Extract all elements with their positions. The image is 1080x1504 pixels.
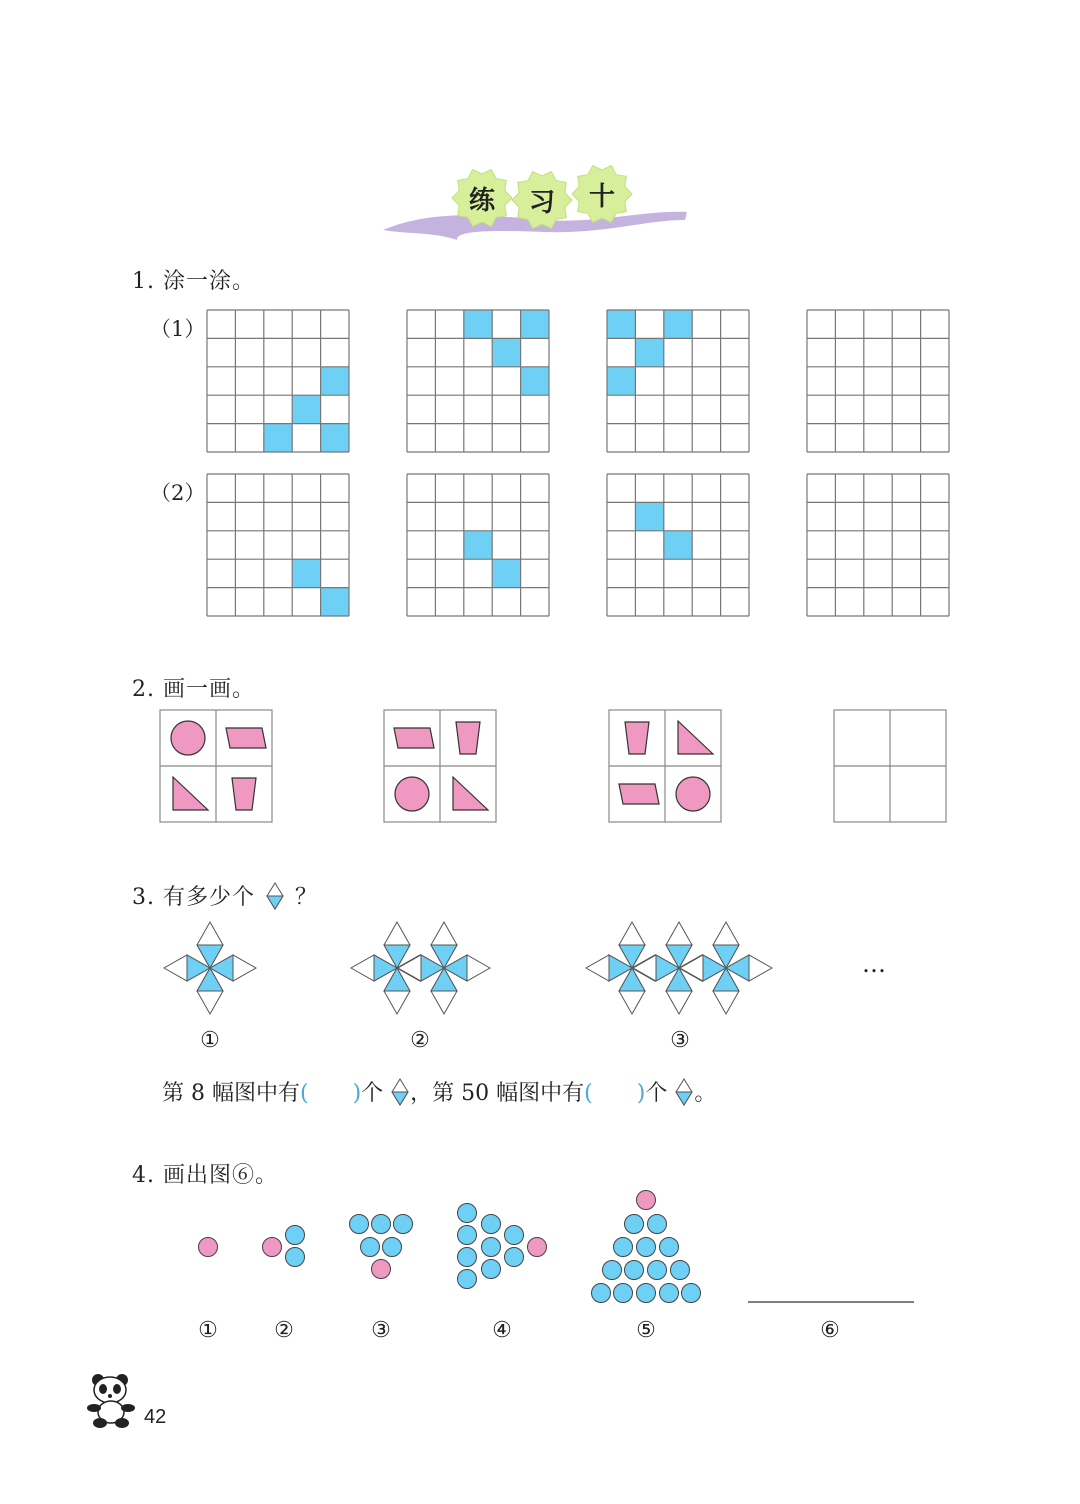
grid-r1-3 [607, 310, 749, 452]
q3-ellipsis: … [862, 950, 888, 978]
triangle-shape [173, 777, 208, 810]
grid-r2-2 [407, 474, 549, 616]
grid-r2-3 [607, 474, 749, 616]
panda-mascot-icon [86, 1372, 136, 1428]
filled-cell [607, 310, 635, 338]
blue-dot [383, 1238, 402, 1257]
banner-char-2: 习 [528, 188, 555, 218]
blue-dot [372, 1215, 391, 1234]
parallelogram-shape [619, 784, 659, 804]
q2-title: 2. 画一画。 [132, 677, 255, 702]
q4-label-3: ③ [371, 1318, 391, 1343]
filled-cell [492, 559, 520, 587]
q4-dot-patterns [0, 1180, 1080, 1310]
kite-left [398, 955, 444, 981]
blue-dot [482, 1215, 501, 1234]
blue-dot [603, 1261, 622, 1280]
kite-down [713, 968, 739, 1014]
blue-dot [614, 1238, 633, 1257]
blue-dot [394, 1215, 413, 1234]
banner-char-3: 十 [588, 182, 615, 212]
q3-sentence-part2: 个 [361, 1081, 384, 1106]
trapezoid-shape [232, 778, 256, 810]
kite-up [197, 922, 223, 968]
filled-cell [607, 367, 635, 395]
q3-label-3: ③ [670, 1028, 690, 1053]
parallelogram-shape [226, 728, 266, 748]
q4-label-6: ⑥ [820, 1318, 840, 1343]
shape-box-1 [160, 710, 272, 822]
pinwheel-figure-2 [351, 922, 490, 1014]
blue-dot [625, 1215, 644, 1234]
kite-up [713, 922, 739, 968]
kite-left [586, 955, 632, 981]
pink-dot [372, 1260, 391, 1279]
blue-dot [637, 1284, 656, 1303]
kite-left [633, 955, 679, 981]
kite-right [444, 955, 490, 981]
q3-figures [0, 910, 1080, 1030]
q3-sentence [162, 1076, 716, 1107]
blue-dot [625, 1261, 644, 1280]
blue-dot [505, 1226, 524, 1245]
q3-title-text: 3. 有多少个 [132, 885, 255, 910]
shape-box-4 [834, 710, 946, 822]
grid-r2-1 [207, 474, 349, 616]
kite-icon [265, 882, 285, 910]
blue-dot [648, 1261, 667, 1280]
kite-up [384, 922, 410, 968]
answer-blank-1[interactable]: ( ) [299, 1081, 362, 1106]
kite-right [210, 955, 256, 981]
blue-dot [350, 1215, 369, 1234]
blue-dot [505, 1248, 524, 1267]
filled-cell [635, 338, 663, 366]
blue-dot [671, 1261, 690, 1280]
grid-r1-2 [407, 310, 549, 452]
trapezoid-shape [625, 722, 649, 754]
filled-cell [635, 502, 663, 530]
circle-shape [171, 721, 205, 755]
kite-down [384, 968, 410, 1014]
blue-dot [286, 1248, 305, 1267]
blue-dot [458, 1248, 477, 1267]
grid-r1-1 [207, 310, 349, 452]
q3-sentence-part4: 个 [645, 1081, 668, 1106]
filled-cell [321, 424, 349, 452]
shape-box-2 [384, 710, 496, 822]
trapezoid-shape [456, 722, 480, 754]
filled-cell [321, 367, 349, 395]
parallelogram-shape [394, 728, 434, 748]
blue-dot [361, 1238, 380, 1257]
filled-cell [292, 559, 320, 587]
page-number: 42 [144, 1406, 167, 1428]
q4-label-5: ⑤ [636, 1318, 656, 1343]
pink-dot [528, 1238, 547, 1257]
kite-up [431, 922, 457, 968]
kite-icon [390, 1078, 410, 1106]
dot-figure-4 [458, 1204, 547, 1289]
q1-grids [0, 0, 1080, 640]
q1-row1-label: （1） [150, 317, 206, 341]
q3-label-2: ② [410, 1028, 430, 1053]
q3-label-1: ① [200, 1028, 220, 1053]
q4-title: 4. 画出图⑥。 [132, 1163, 278, 1188]
pinwheel-figure-3 [586, 922, 772, 1014]
dot-figure-1 [199, 1238, 218, 1257]
pink-dot [199, 1238, 218, 1257]
banner-char-1: 练 [468, 186, 495, 216]
kite-down [431, 968, 457, 1014]
grid-r2-4 [807, 474, 949, 616]
grid-r1-4 [807, 310, 949, 452]
blue-dot [682, 1284, 701, 1303]
pinwheel-figure-1 [164, 922, 256, 1014]
kite-down [666, 968, 692, 1014]
blue-dot [458, 1270, 477, 1289]
filled-cell [664, 531, 692, 559]
filled-cell [464, 531, 492, 559]
q1-row2-label: （2） [150, 481, 206, 505]
filled-cell [292, 395, 320, 423]
filled-cell [264, 424, 292, 452]
filled-cell [664, 310, 692, 338]
blue-dot [286, 1226, 305, 1245]
circle-shape [395, 777, 429, 811]
q3-sentence-part5: 。 [694, 1081, 717, 1106]
filled-cell [521, 367, 549, 395]
dot-figure-2 [263, 1226, 305, 1267]
q1-title: 1. 涂一涂。 [132, 269, 255, 294]
circle-shape [676, 777, 710, 811]
triangle-shape [453, 777, 488, 810]
dot-figure-3 [350, 1215, 413, 1279]
shape-box-3 [609, 710, 721, 822]
kite-left [351, 955, 397, 981]
q3-sentence-part1: 第 8 幅图中有 [162, 1081, 300, 1106]
blue-dot [660, 1238, 679, 1257]
kite-up [619, 922, 645, 968]
q3-title-end: ？ [294, 885, 318, 910]
q4-label-1: ① [198, 1318, 218, 1343]
pink-dot [263, 1238, 282, 1257]
blue-dot [458, 1226, 477, 1245]
q4-label-4: ④ [492, 1318, 512, 1343]
blue-dot [614, 1284, 633, 1303]
filled-cell [321, 588, 349, 616]
blue-dot [648, 1215, 667, 1234]
q4-label-2: ② [274, 1318, 294, 1343]
triangle-shape [678, 721, 713, 754]
kite-down [197, 968, 223, 1014]
kite-left [680, 955, 726, 981]
q3-title [132, 880, 318, 911]
blue-dot [482, 1238, 501, 1257]
kite-down [619, 968, 645, 1014]
blue-dot [660, 1284, 679, 1303]
blue-dot [458, 1204, 477, 1223]
filled-cell [464, 310, 492, 338]
kite-icon [674, 1078, 694, 1106]
kite-left [164, 955, 210, 981]
blue-dot [482, 1260, 501, 1279]
kite-up [666, 922, 692, 968]
dot-figure-5 [592, 1191, 701, 1303]
kite-right [726, 955, 772, 981]
q3-sentence-part3: ，第 50 幅图中有 [410, 1081, 585, 1106]
filled-cell [492, 338, 520, 366]
answer-blank-2[interactable]: ( ) [584, 1081, 646, 1106]
q2-shape-boxes [0, 690, 1080, 840]
filled-cell [521, 310, 549, 338]
pink-dot [637, 1191, 656, 1210]
blue-dot [637, 1238, 656, 1257]
blue-dot [592, 1284, 611, 1303]
